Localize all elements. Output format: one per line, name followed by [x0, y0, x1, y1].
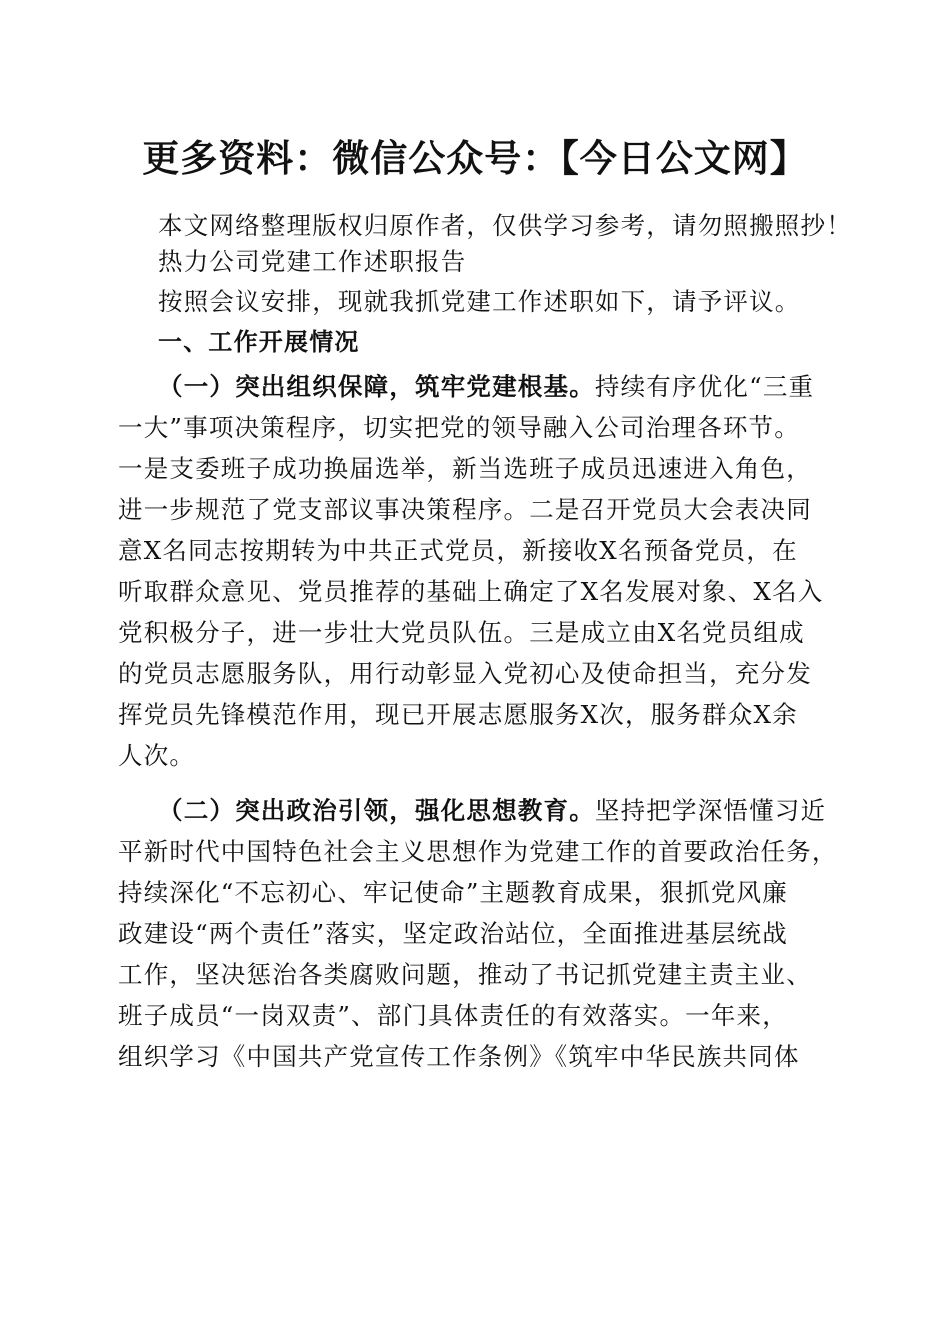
- paragraph-line: 的党员志愿服务队，用行动彰显入党初心及使命担当，充分发: [118, 659, 812, 688]
- paragraph-political-guidance: [118, 790, 840, 1077]
- paragraph-line: 党积极分子，进一步壮大党员队伍。三是成立由X名党员组成: [118, 618, 805, 647]
- section-heading: 一、工作开展情况: [158, 328, 360, 356]
- paragraph-line: 组织学习《中国共产党宣传工作条例》《筑牢中华民族共同体: [118, 1042, 800, 1071]
- paragraph-lead: （一）突出组织保障，筑牢党建根基。: [158, 372, 595, 401]
- copyright-notice: 本文网络整理版权归原作者，仅供学习参考，请勿照搬照抄！: [158, 211, 852, 240]
- paragraph-line: 坚持把学深悟懂习近: [594, 796, 827, 825]
- report-title: 热力公司党建工作述职报告: [158, 247, 467, 276]
- paragraph-line: 人次。: [118, 741, 196, 770]
- paragraph-line: 挥党员先锋模范作用，现已开展志愿服务X次，服务群众X余: [118, 700, 798, 729]
- paragraph-line: 持续有序优化“三重: [594, 372, 815, 401]
- paragraph-line: 进一步规范了党支部议事决策程序。二是召开党员大会表决同: [118, 495, 812, 524]
- document-body: [118, 208, 852, 1077]
- paragraph-line: 听取群众意见、党员推荐的基础上确定了X名发展对象、X名入: [118, 577, 824, 606]
- paragraph-organization: [118, 366, 840, 776]
- paragraph-lead: （二）突出政治引领，强化思想教育。: [158, 796, 595, 825]
- paragraph-line: 班子成员“一岗双责”、部门具体责任的有效落实。一年来，: [118, 1001, 788, 1030]
- paragraph-line: 意X名同志按期转为中共正式党员，新接收X名预备党员，在: [118, 536, 798, 565]
- opening-statement: 按照会议安排，现就我抓党建工作述职如下，请予评议。: [158, 287, 801, 316]
- paragraph-first-line: [118, 790, 840, 831]
- paragraph-line: 一大”事项决策程序，切实把党的领导融入公司治理各环节。: [118, 413, 800, 442]
- paragraph-line: 一是支委班子成功换届选举，新当选班子成员迅速进入角色，: [118, 454, 812, 483]
- page-title: 更多资料：微信公众号：【今日公文网】: [142, 136, 808, 180]
- paragraph-line: 政建设“两个责任”落实，坚定政治站位，全面推进基层统战: [118, 919, 788, 948]
- paragraph-line: 平新时代中国特色社会主义思想作为党建工作的首要政治任务，: [118, 837, 838, 866]
- paragraph-line: 持续深化“不忘初心、牢记使命”主题教育成果，狠抓党风廉: [118, 878, 788, 907]
- paragraph-first-line: [118, 366, 840, 407]
- paragraph-line: 工作，坚决惩治各类腐败问题，推动了书记抓党建主责主业、: [118, 960, 812, 989]
